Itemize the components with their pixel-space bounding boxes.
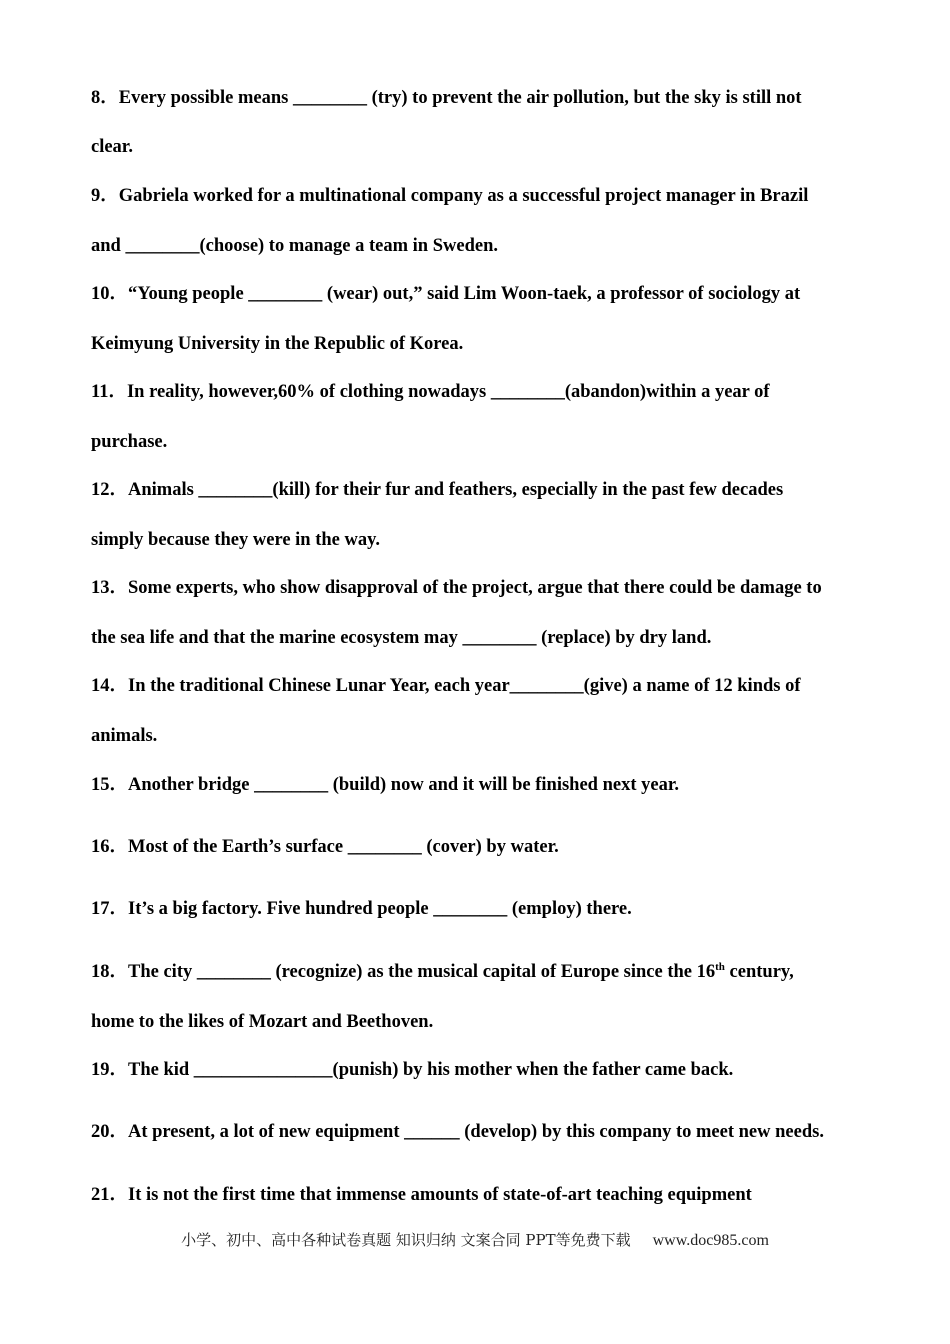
question-13-line-2: the sea life and that the marine ecosystem may ________ (replace) by dry land. — [91, 628, 712, 648]
question-10-line-2: Keimyung University in the Republic of Korea. — [91, 334, 464, 354]
question-13-line-1: 13．Some experts, who show disapproval of the project, argue that there could be damage to — [91, 578, 822, 598]
question-18-line-2: home to the likes of Mozart and Beethoven. — [91, 1012, 434, 1032]
question-16-line-1: 16．Most of the Earth’s surface ________ (cover) by water. — [91, 837, 559, 857]
question-14-line-1: 14．In the traditional Chinese Lunar Year, each year________(give) a name of 12 kinds of — [91, 676, 801, 696]
question-18-line-1 — [91, 960, 891, 984]
question-12-line-1: 12．Animals ________(kill) for their fur and feathers, especially in the past few decades — [91, 480, 784, 500]
question-17-line-1: 17．It’s a big factory. Five hundred people ________ (employ) there. — [91, 899, 632, 919]
page-footer — [0, 1229, 950, 1252]
question-18-text-after: century, — [724, 962, 794, 982]
question-9-line-1: 9．Gabriela worked for a multinational company as a successful project manager in Brazil — [91, 186, 809, 206]
footer-site-link[interactable]: www.doc985.com — [652, 1232, 769, 1249]
question-11-line-2: purchase. — [91, 432, 168, 452]
question-11-line-1: 11．In reality, however,60% of clothing nowadays ________(abandon)within a year of — [91, 382, 770, 402]
question-20-line-1: 20．At present, a lot of new equipment ______ (develop) by this company to meet new needs. — [91, 1122, 824, 1142]
question-12-line-2: simply because they were in the way. — [91, 530, 380, 550]
question-18-superscript: th — [715, 961, 725, 973]
question-14-line-2: animals. — [91, 726, 158, 746]
question-15-line-1: 15．Another bridge ________ (build) now and it will be finished next year. — [91, 775, 679, 795]
question-9-line-2: and ________(choose) to manage a team in Sweden. — [91, 236, 498, 256]
question-8-line-1: 8．Every possible means ________ (try) to prevent the air pollution, but the sky is still not — [91, 88, 802, 108]
question-8-line-2: clear. — [91, 137, 133, 157]
question-18-text: 18．The city ________ (recognize) as the musical capital of Europe since the 16 — [91, 962, 716, 982]
footer-text: 小学、初中、高中各种试卷真题 知识归纳 文案合同 PPT等免费下载 — [181, 1231, 631, 1249]
question-10-line-1: 10．“Young people ________ (wear) out,” said Lim Woon-taek, a professor of sociology at — [91, 284, 801, 304]
question-21-line-1: 21．It is not the first time that immense amounts of state-of-art teaching equipment — [91, 1185, 752, 1205]
question-19-line-1: 19．The kid _______________(punish) by his mother when the father came back. — [91, 1060, 734, 1080]
